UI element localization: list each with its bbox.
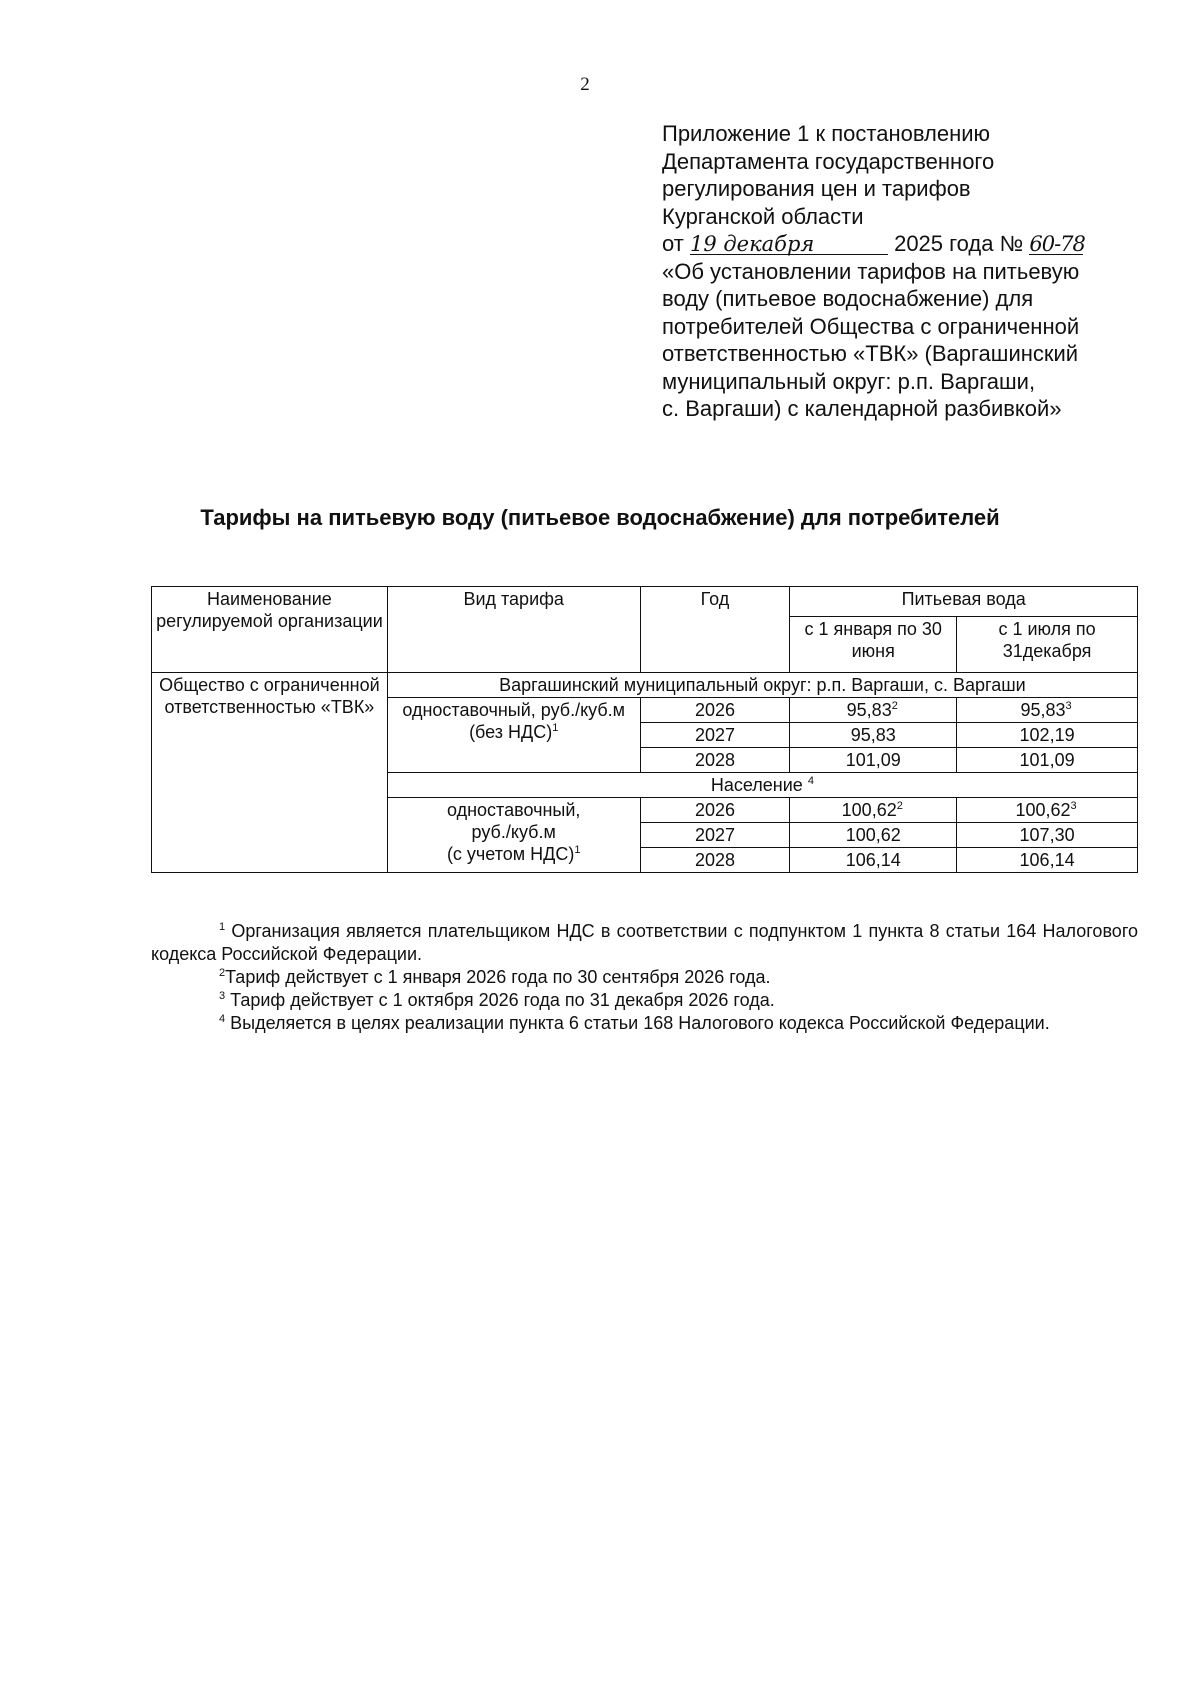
footnote: [151, 966, 1138, 989]
organization-name: Общество с ограниченной ответственностью «ТВК»: [152, 673, 388, 873]
footnote-ref: 3: [1065, 700, 1072, 712]
value-cell: 107,30: [957, 823, 1138, 848]
footnote-mark: 3: [219, 990, 226, 1002]
appendix-line: Департамента государственного: [662, 148, 995, 174]
value-cell: [790, 798, 957, 823]
subject-line: с. Варгаши) с календарной разбивкой»: [662, 396, 1062, 421]
footnotes: [151, 920, 1138, 1035]
value-cell: [957, 698, 1138, 723]
value: 95,83: [1020, 700, 1066, 720]
footnote-text: Выделяется в целях реализации пункта 6 статьи 168 Налогового кодекса Российской Федерации.: [225, 1013, 1050, 1033]
handwritten-date: 19 декабря: [690, 234, 888, 255]
handwritten-number: 60-78: [1029, 232, 1085, 256]
territory-row: Варгашинский муниципальный округ: р.п. Варгаши, с. Варгаши: [387, 673, 1137, 698]
subject-line: «Об установлении тарифов на питьевую: [662, 258, 1080, 284]
year-cell: 2027: [640, 723, 790, 748]
subject-line: потребителей Общества с ограниченной: [662, 313, 1080, 339]
value-cell: 101,09: [957, 748, 1138, 773]
header-org: Наименование регулируемой организации: [152, 587, 388, 673]
table-row: [152, 673, 1138, 698]
year-cell: 2028: [640, 848, 790, 873]
appendix-line: регулирования цен и тарифов: [662, 176, 971, 201]
header-year: Год: [640, 587, 790, 673]
subject-line: муниципальный округ: р.п. Варгаши,: [662, 368, 1036, 394]
footnote-ref: 1: [552, 722, 559, 734]
value: 100,62: [841, 800, 897, 820]
value: 95,83: [846, 700, 892, 720]
tariff-type-text: [392, 843, 636, 865]
footnote-mark: 4: [219, 1013, 226, 1025]
population-label: Население: [710, 775, 803, 795]
value-cell: 95,83: [790, 723, 957, 748]
footnote-text: Тариф действует с 1 января 2026 года по 30 сентября 2026 года.: [225, 967, 771, 987]
header-tariff-type: Вид тарифа: [387, 587, 640, 673]
value-cell: 101,09: [790, 748, 957, 773]
tariff-type-text: одноставочный, руб./куб.м (без НДС): [402, 700, 626, 742]
page-number: 2: [580, 74, 590, 95]
year-cell: 2027: [640, 823, 790, 848]
document-title: Тарифы на питьевую воду (питьевое водоснабжение) для потребителей: [200, 505, 1000, 530]
value-cell: 102,19: [957, 723, 1138, 748]
header-row: [152, 587, 1138, 617]
value-cell: [957, 798, 1138, 823]
value-cell: [790, 698, 957, 723]
footnote-text: Тариф действует с 1 октября 2026 года по 31 декабря 2026 года.: [225, 990, 775, 1010]
decree-date-line: [662, 230, 1132, 258]
footnote: [151, 989, 1138, 1012]
tariff-type-text: руб./куб.м: [471, 822, 556, 842]
footnote: [151, 1012, 1138, 1035]
tariff-type-1: [387, 698, 640, 773]
footnote-mark: 2: [219, 967, 226, 979]
tariff-type-text: одноставочный,: [446, 800, 581, 820]
appendix-line: Приложение 1 к постановлению: [662, 121, 991, 146]
appendix-header: [662, 120, 1132, 423]
footnote-mark: 1: [219, 921, 226, 933]
year-cell: 2028: [640, 748, 790, 773]
header-water: Питьевая вода: [790, 587, 1138, 617]
value-cell: 106,14: [957, 848, 1138, 873]
year-cell: 2026: [640, 798, 790, 823]
tariff-type-text: (с учетом НДС): [446, 844, 575, 864]
subject-line: ответственностью «ТВК» (Варгашинский: [662, 341, 1079, 366]
appendix-line: Курганской области: [662, 203, 864, 229]
tariff-type-2: [387, 798, 640, 873]
year-text: 2025 года №: [894, 231, 1024, 256]
footnote-ref: 2: [891, 700, 898, 712]
date-prefix: от: [662, 231, 684, 256]
footnote-ref: 2: [896, 800, 903, 812]
value-cell: 100,62: [790, 823, 957, 848]
population-row: [387, 773, 1137, 798]
footnote-ref: 1: [574, 844, 581, 856]
footnote-text: Организация является плательщиком НДС в соответствии с подпунктом 1 пункта 8 статьи 164 Налогового кодекса Российской Федерации.: [151, 921, 1138, 964]
tariff-table: [151, 586, 1138, 873]
header-period-2: с 1 июля по 31декабря: [957, 616, 1138, 672]
subject-line: воду (питьевое водоснабжение) для: [662, 286, 1034, 311]
value: 100,62: [1015, 800, 1071, 820]
footnote-ref: 3: [1070, 800, 1077, 812]
value-cell: 106,14: [790, 848, 957, 873]
header-period-1: с 1 января по 30 июня: [790, 616, 957, 672]
footnote-ref: 4: [807, 775, 814, 787]
year-cell: 2026: [640, 698, 790, 723]
footnote: [151, 920, 1138, 966]
